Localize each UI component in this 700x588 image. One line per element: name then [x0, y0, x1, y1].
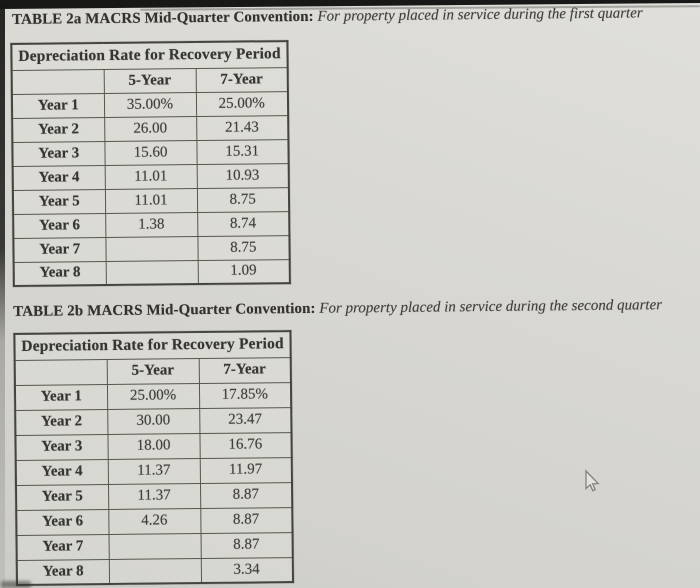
cell-7year: 17.85% — [199, 382, 291, 408]
row-label: Year 7 — [17, 534, 109, 560]
table-row — [12, 139, 288, 166]
cell-7year: 15.31 — [196, 139, 288, 164]
document-content — [10, 1, 696, 586]
cell-7year: 23.47 — [199, 407, 291, 433]
row-label: Year 5 — [13, 189, 105, 214]
table-row — [16, 457, 292, 485]
cell-7year: 8.87 — [200, 507, 292, 533]
row-label: Year 4 — [13, 165, 105, 190]
cell-5year: 4.26 — [108, 508, 200, 534]
cell-5year: 18.00 — [107, 433, 199, 459]
table-row — [16, 507, 292, 535]
macrs-table-2a — [10, 40, 291, 287]
cutoff-text-smudge — [1, 581, 31, 588]
table-2b-title-italic: For property placed in service during the second quarter — [315, 297, 663, 317]
cell-5year: 35.00% — [104, 92, 196, 117]
row-label: Year 4 — [16, 459, 108, 485]
table-row — [14, 259, 290, 286]
row-label: Year 3 — [12, 141, 104, 166]
table-row — [13, 235, 289, 262]
cell-7year: 21.43 — [196, 115, 288, 140]
cell-5year: 15.60 — [104, 140, 196, 165]
cell-7year: 11.97 — [200, 457, 292, 483]
table-2a-header: Depreciation Rate for Recovery Period — [11, 41, 287, 70]
table-2b-title-bold: TABLE 2b MACRS Mid-Quarter Convention: — [13, 300, 316, 320]
cell-5year: 25.00% — [107, 383, 199, 409]
cell-5year — [106, 260, 198, 285]
page-left-edge-shadow — [0, 4, 5, 588]
cell-5year: 11.37 — [108, 458, 200, 484]
row-label: Year 8 — [14, 261, 106, 286]
cell-5year: 11.01 — [105, 188, 197, 213]
table-row — [17, 557, 293, 585]
table-header-row — [11, 41, 287, 70]
table-2a-title-italic: For property placed in service during the first quarter — [313, 5, 643, 25]
row-label: Year 2 — [15, 409, 107, 435]
cell-5year: 1.38 — [105, 212, 197, 237]
row-label: Year 2 — [12, 117, 104, 142]
table-row — [12, 115, 288, 142]
row-label: Year 8 — [17, 559, 109, 585]
cell-7year: 1.09 — [198, 259, 290, 284]
table-2a-title — [12, 3, 690, 31]
cell-5year — [109, 533, 201, 559]
column-header-7year: 7-Year — [196, 67, 288, 92]
row-label: Year 5 — [16, 484, 108, 510]
table-2b-body — [15, 382, 293, 585]
corner-cell — [12, 69, 104, 94]
table-row — [12, 91, 288, 118]
cell-7year: 8.74 — [197, 211, 289, 236]
mouse-cursor-icon — [581, 468, 601, 496]
column-header-5year: 5-Year — [107, 358, 199, 384]
table-row — [13, 211, 289, 238]
table-2b-title — [13, 295, 693, 323]
cell-7year: 8.87 — [200, 482, 292, 508]
row-label: Year 3 — [15, 434, 107, 460]
row-label: Year 1 — [12, 93, 104, 118]
cell-5year — [105, 236, 197, 261]
column-header-7year: 7-Year — [199, 357, 291, 383]
table-row — [15, 432, 291, 460]
row-label: Year 1 — [15, 384, 107, 410]
cell-5year: 11.37 — [108, 483, 200, 509]
macrs-table-2b — [13, 330, 294, 586]
column-header-5year: 5-Year — [104, 68, 196, 93]
table-2b-header: Depreciation Rate for Recovery Period — [14, 331, 290, 360]
table-row — [17, 532, 293, 560]
table-2a-title-bold: TABLE 2a MACRS Mid-Quarter Convention: — [12, 8, 314, 28]
table-2a-body — [12, 91, 290, 286]
column-header-row — [12, 67, 288, 94]
cell-5year — [109, 558, 201, 584]
table-row — [15, 382, 291, 410]
cell-7year: 8.75 — [197, 187, 289, 212]
cell-5year: 11.01 — [105, 164, 197, 189]
cell-7year: 8.87 — [201, 532, 293, 558]
table-row — [13, 187, 289, 214]
column-header-row — [15, 357, 291, 385]
corner-cell — [15, 359, 107, 385]
cell-7year: 16.76 — [199, 432, 291, 458]
table-header-row — [14, 331, 290, 360]
cell-7year: 8.75 — [197, 235, 289, 260]
row-label: Year 7 — [13, 237, 105, 262]
cell-7year: 25.00% — [196, 91, 288, 116]
table-row — [16, 482, 292, 510]
row-label: Year 6 — [13, 213, 105, 238]
cell-5year: 26.00 — [104, 116, 196, 141]
row-label: Year 6 — [16, 509, 108, 535]
table-row — [15, 407, 291, 435]
table-row — [13, 163, 289, 190]
cell-5year: 30.00 — [107, 408, 199, 434]
cell-7year: 10.93 — [197, 163, 289, 188]
cell-7year: 3.34 — [201, 557, 293, 583]
